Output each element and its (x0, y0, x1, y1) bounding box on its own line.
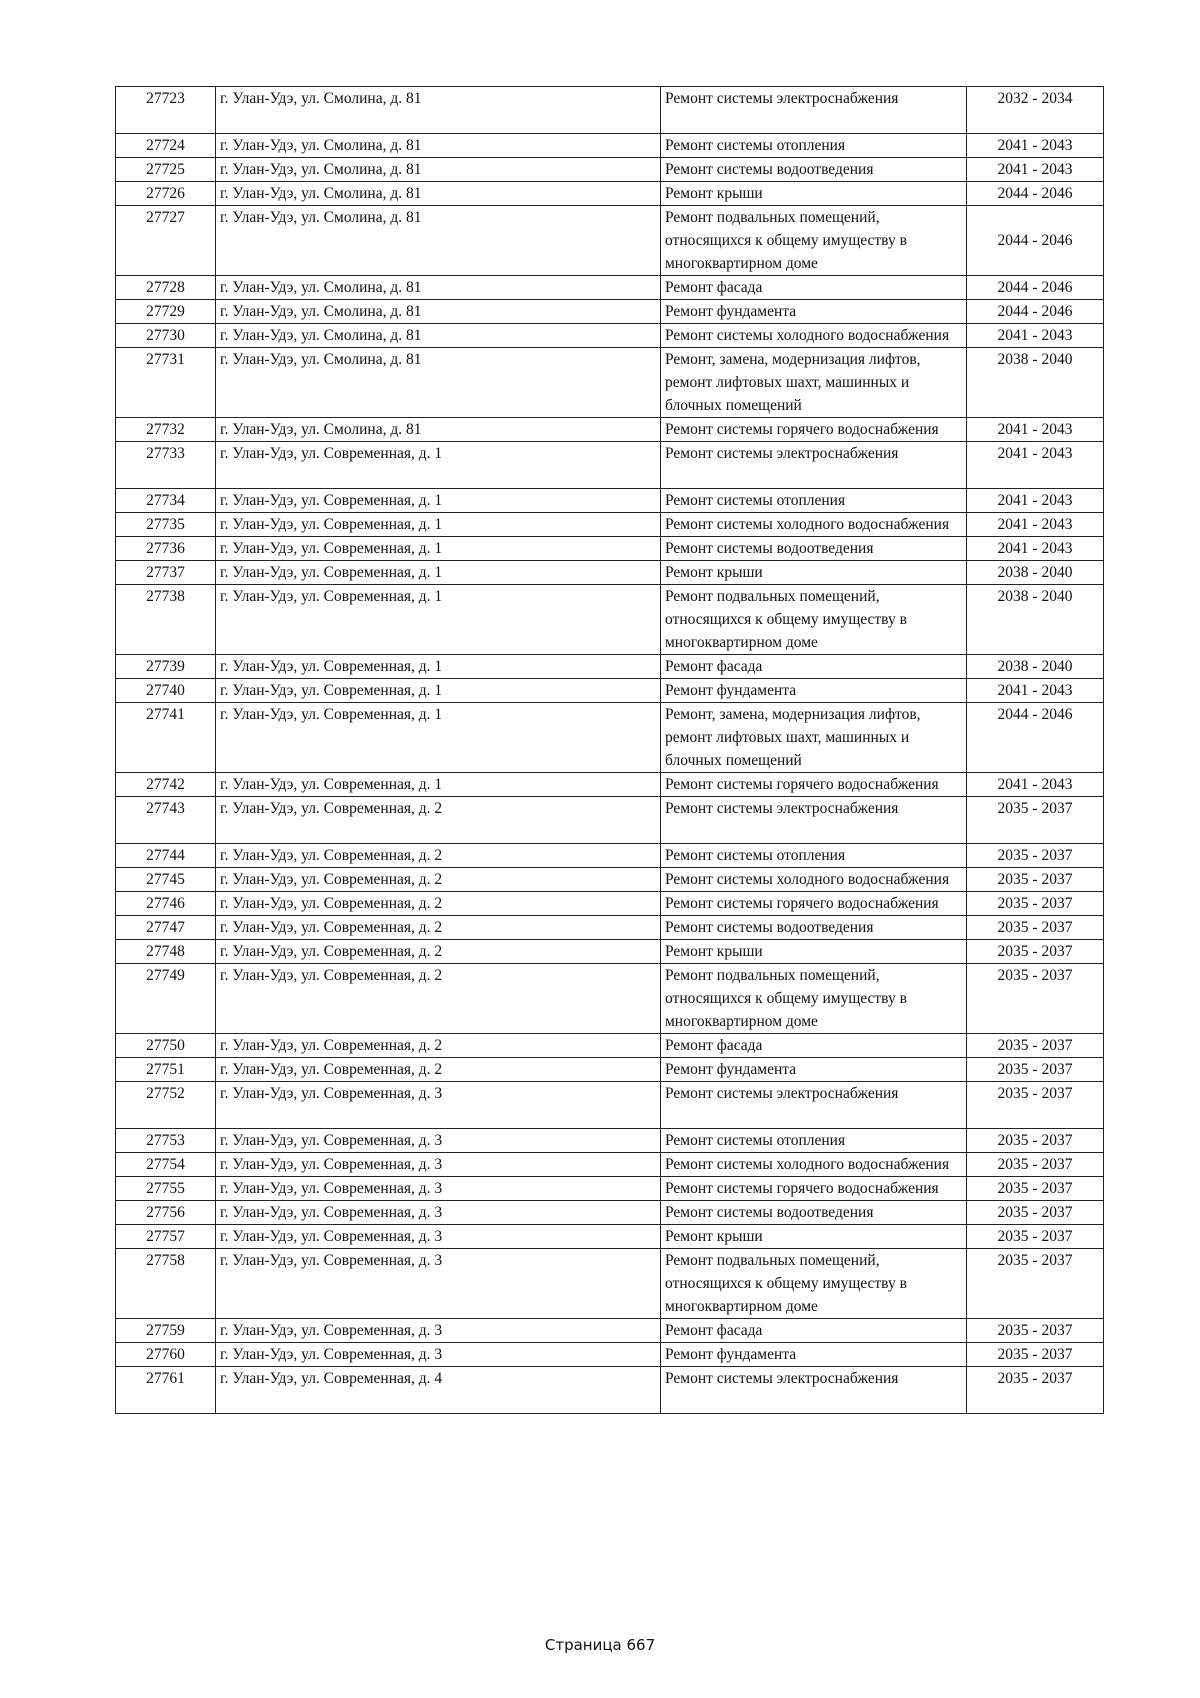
address-cell: г. Улан-Удэ, ул. Смолина, д. 81 (216, 206, 661, 276)
work-type-cell: Ремонт системы водоотведения (661, 1201, 967, 1225)
period-cell: 2035 - 2037 (967, 1058, 1104, 1082)
work-type-cell: Ремонт системы холодного водоснабжения (661, 1153, 967, 1177)
work-type-cell: Ремонт системы электроснабжения (661, 442, 967, 489)
address-cell: г. Улан-Удэ, ул. Современная, д. 1 (216, 561, 661, 585)
row-number-cell: 27740 (116, 679, 216, 703)
row-number-cell: 27761 (116, 1367, 216, 1414)
row-number-cell: 27744 (116, 844, 216, 868)
table-row (116, 797, 1104, 844)
work-type-cell: Ремонт фундамента (661, 1058, 967, 1082)
table-row (116, 513, 1104, 537)
table-row (116, 844, 1104, 868)
table-row (116, 1177, 1104, 1201)
row-number-cell: 27724 (116, 134, 216, 158)
period-cell: 2035 - 2037 (967, 1249, 1104, 1319)
work-type-cell: Ремонт крыши (661, 561, 967, 585)
work-type-cell: Ремонт системы холодного водоснабжения (661, 868, 967, 892)
table-row (116, 1129, 1104, 1153)
row-number-cell: 27743 (116, 797, 216, 844)
address-cell: г. Улан-Удэ, ул. Современная, д. 4 (216, 1367, 661, 1414)
address-cell: г. Улан-Удэ, ул. Современная, д. 1 (216, 655, 661, 679)
address-cell: г. Улан-Удэ, ул. Современная, д. 3 (216, 1249, 661, 1319)
row-number-cell: 27742 (116, 773, 216, 797)
address-cell: г. Улан-Удэ, ул. Современная, д. 2 (216, 868, 661, 892)
period-cell: 2044 - 2046 (967, 206, 1104, 276)
table-row (116, 561, 1104, 585)
address-cell: г. Улан-Удэ, ул. Современная, д. 3 (216, 1201, 661, 1225)
address-cell: г. Улан-Удэ, ул. Современная, д. 2 (216, 797, 661, 844)
address-cell: г. Улан-Удэ, ул. Современная, д. 3 (216, 1082, 661, 1129)
period-cell: 2035 - 2037 (967, 964, 1104, 1034)
address-cell: г. Улан-Удэ, ул. Смолина, д. 81 (216, 182, 661, 206)
work-type-cell: Ремонт крыши (661, 1225, 967, 1249)
table-body (116, 87, 1104, 1414)
period-cell: 2035 - 2037 (967, 1225, 1104, 1249)
address-cell: г. Улан-Удэ, ул. Смолина, д. 81 (216, 87, 661, 134)
work-type-cell: Ремонт, замена, модернизация лифтов, ремонт лифтовых шахт, машинных и блочных помещений (661, 348, 967, 418)
period-cell: 2035 - 2037 (967, 1153, 1104, 1177)
row-number-cell: 27737 (116, 561, 216, 585)
work-type-cell: Ремонт подвальных помещений, относящихся к общему имуществу в многоквартирном доме (661, 585, 967, 655)
work-type-cell: Ремонт системы горячего водоснабжения (661, 418, 967, 442)
address-cell: г. Улан-Удэ, ул. Современная, д. 2 (216, 964, 661, 1034)
work-type-cell: Ремонт системы водоотведения (661, 537, 967, 561)
period-cell: 2035 - 2037 (967, 1177, 1104, 1201)
table-row (116, 489, 1104, 513)
period-cell: 2044 - 2046 (967, 300, 1104, 324)
period-cell: 2041 - 2043 (967, 679, 1104, 703)
table-row (116, 87, 1104, 134)
repair-schedule-table (115, 86, 1104, 1414)
address-cell: г. Улан-Удэ, ул. Современная, д. 1 (216, 585, 661, 655)
row-number-cell: 27736 (116, 537, 216, 561)
table-row (116, 1319, 1104, 1343)
row-number-cell: 27757 (116, 1225, 216, 1249)
period-cell: 2035 - 2037 (967, 1367, 1104, 1414)
row-number-cell: 27728 (116, 276, 216, 300)
period-cell: 2041 - 2043 (967, 158, 1104, 182)
work-type-cell: Ремонт системы водоотведения (661, 158, 967, 182)
address-cell: г. Улан-Удэ, ул. Современная, д. 2 (216, 1058, 661, 1082)
period-cell: 2041 - 2043 (967, 537, 1104, 561)
row-number-cell: 27747 (116, 916, 216, 940)
work-type-cell: Ремонт системы горячего водоснабжения (661, 1177, 967, 1201)
period-cell: 2032 - 2034 (967, 87, 1104, 134)
address-cell: г. Улан-Удэ, ул. Современная, д. 3 (216, 1319, 661, 1343)
work-type-cell: Ремонт системы отопления (661, 844, 967, 868)
period-cell: 2035 - 2037 (967, 844, 1104, 868)
row-number-cell: 27760 (116, 1343, 216, 1367)
table-row (116, 916, 1104, 940)
row-number-cell: 27753 (116, 1129, 216, 1153)
address-cell: г. Улан-Удэ, ул. Современная, д. 2 (216, 844, 661, 868)
period-cell: 2041 - 2043 (967, 418, 1104, 442)
table-row (116, 1082, 1104, 1129)
period-cell: 2038 - 2040 (967, 655, 1104, 679)
table-row (116, 442, 1104, 489)
table-row (116, 537, 1104, 561)
work-type-cell: Ремонт крыши (661, 182, 967, 206)
work-type-cell: Ремонт подвальных помещений, относящихся к общему имуществу в многоквартирном доме (661, 206, 967, 276)
address-cell: г. Улан-Удэ, ул. Современная, д. 1 (216, 513, 661, 537)
period-cell: 2041 - 2043 (967, 134, 1104, 158)
work-type-cell: Ремонт фундамента (661, 1343, 967, 1367)
work-type-cell: Ремонт крыши (661, 940, 967, 964)
address-cell: г. Улан-Удэ, ул. Смолина, д. 81 (216, 158, 661, 182)
address-cell: г. Улан-Удэ, ул. Современная, д. 2 (216, 940, 661, 964)
address-cell: г. Улан-Удэ, ул. Современная, д. 1 (216, 537, 661, 561)
row-number-cell: 27749 (116, 964, 216, 1034)
work-type-cell: Ремонт системы холодного водоснабжения (661, 324, 967, 348)
address-cell: г. Улан-Удэ, ул. Смолина, д. 81 (216, 324, 661, 348)
period-cell: 2041 - 2043 (967, 513, 1104, 537)
address-cell: г. Улан-Удэ, ул. Современная, д. 3 (216, 1153, 661, 1177)
table-row (116, 348, 1104, 418)
table-row (116, 1034, 1104, 1058)
row-number-cell: 27741 (116, 703, 216, 773)
work-type-cell: Ремонт фасада (661, 276, 967, 300)
work-type-cell: Ремонт системы горячего водоснабжения (661, 892, 967, 916)
work-type-cell: Ремонт системы отопления (661, 134, 967, 158)
address-cell: г. Улан-Удэ, ул. Современная, д. 3 (216, 1343, 661, 1367)
table-row (116, 940, 1104, 964)
period-cell: 2044 - 2046 (967, 276, 1104, 300)
period-cell: 2035 - 2037 (967, 916, 1104, 940)
table-row (116, 300, 1104, 324)
table-row (116, 1225, 1104, 1249)
work-type-cell: Ремонт системы электроснабжения (661, 1082, 967, 1129)
address-cell: г. Улан-Удэ, ул. Современная, д. 2 (216, 1034, 661, 1058)
address-cell: г. Улан-Удэ, ул. Современная, д. 2 (216, 892, 661, 916)
period-cell: 2041 - 2043 (967, 324, 1104, 348)
row-number-cell: 27727 (116, 206, 216, 276)
address-cell: г. Улан-Удэ, ул. Современная, д. 3 (216, 1225, 661, 1249)
work-type-cell: Ремонт системы электроснабжения (661, 87, 967, 134)
row-number-cell: 27751 (116, 1058, 216, 1082)
row-number-cell: 27759 (116, 1319, 216, 1343)
table-row (116, 655, 1104, 679)
table-row (116, 679, 1104, 703)
address-cell: г. Улан-Удэ, ул. Современная, д. 1 (216, 703, 661, 773)
address-cell: г. Улан-Удэ, ул. Современная, д. 1 (216, 773, 661, 797)
period-cell: 2044 - 2046 (967, 182, 1104, 206)
period-cell: 2041 - 2043 (967, 773, 1104, 797)
work-type-cell: Ремонт системы водоотведения (661, 916, 967, 940)
row-number-cell: 27735 (116, 513, 216, 537)
address-cell: г. Улан-Удэ, ул. Смолина, д. 81 (216, 418, 661, 442)
row-number-cell: 27746 (116, 892, 216, 916)
table-row (116, 703, 1104, 773)
period-cell: 2041 - 2043 (967, 489, 1104, 513)
row-number-cell: 27748 (116, 940, 216, 964)
table-row (116, 773, 1104, 797)
period-cell: 2044 - 2046 (967, 703, 1104, 773)
table-row (116, 1153, 1104, 1177)
table-row (116, 1343, 1104, 1367)
work-type-cell: Ремонт системы отопления (661, 1129, 967, 1153)
table-row (116, 1249, 1104, 1319)
row-number-cell: 27758 (116, 1249, 216, 1319)
address-cell: г. Улан-Удэ, ул. Смолина, д. 81 (216, 348, 661, 418)
address-cell: г. Улан-Удэ, ул. Современная, д. 3 (216, 1177, 661, 1201)
table-row (116, 276, 1104, 300)
row-number-cell: 27732 (116, 418, 216, 442)
table-row (116, 324, 1104, 348)
address-cell: г. Улан-Удэ, ул. Современная, д. 1 (216, 489, 661, 513)
period-cell: 2035 - 2037 (967, 1201, 1104, 1225)
table-row (116, 134, 1104, 158)
table-row (116, 418, 1104, 442)
work-type-cell: Ремонт системы холодного водоснабжения (661, 513, 967, 537)
period-cell: 2035 - 2037 (967, 1319, 1104, 1343)
address-cell: г. Улан-Удэ, ул. Смолина, д. 81 (216, 134, 661, 158)
work-type-cell: Ремонт фундамента (661, 679, 967, 703)
row-number-cell: 27733 (116, 442, 216, 489)
work-type-cell: Ремонт фундамента (661, 300, 967, 324)
row-number-cell: 27750 (116, 1034, 216, 1058)
table-row (116, 892, 1104, 916)
row-number-cell: 27738 (116, 585, 216, 655)
period-cell: 2035 - 2037 (967, 940, 1104, 964)
row-number-cell: 27755 (116, 1177, 216, 1201)
work-type-cell: Ремонт фасада (661, 655, 967, 679)
period-cell: 2035 - 2037 (967, 1034, 1104, 1058)
row-number-cell: 27731 (116, 348, 216, 418)
work-type-cell: Ремонт подвальных помещений, относящихся к общему имуществу в многоквартирном доме (661, 1249, 967, 1319)
period-cell: 2038 - 2040 (967, 348, 1104, 418)
table-row (116, 964, 1104, 1034)
row-number-cell: 27723 (116, 87, 216, 134)
address-cell: г. Улан-Удэ, ул. Современная, д. 3 (216, 1129, 661, 1153)
row-number-cell: 27754 (116, 1153, 216, 1177)
address-cell: г. Улан-Удэ, ул. Современная, д. 1 (216, 442, 661, 489)
work-type-cell: Ремонт фасада (661, 1034, 967, 1058)
period-cell: 2035 - 2037 (967, 1343, 1104, 1367)
work-type-cell: Ремонт системы отопления (661, 489, 967, 513)
period-cell: 2035 - 2037 (967, 797, 1104, 844)
table-row (116, 206, 1104, 276)
row-number-cell: 27756 (116, 1201, 216, 1225)
period-cell: 2041 - 2043 (967, 442, 1104, 489)
row-number-cell: 27730 (116, 324, 216, 348)
row-number-cell: 27739 (116, 655, 216, 679)
address-cell: г. Улан-Удэ, ул. Смолина, д. 81 (216, 276, 661, 300)
work-type-cell: Ремонт фасада (661, 1319, 967, 1343)
period-cell: 2035 - 2037 (967, 892, 1104, 916)
period-cell: 2035 - 2037 (967, 1129, 1104, 1153)
table-row (116, 182, 1104, 206)
work-type-cell: Ремонт системы электроснабжения (661, 1367, 967, 1414)
address-cell: г. Улан-Удэ, ул. Современная, д. 2 (216, 916, 661, 940)
work-type-cell: Ремонт подвальных помещений, относящихся к общему имуществу в многоквартирном доме (661, 964, 967, 1034)
period-cell: 2038 - 2040 (967, 561, 1104, 585)
address-cell: г. Улан-Удэ, ул. Современная, д. 1 (216, 679, 661, 703)
table-row (116, 158, 1104, 182)
address-cell: г. Улан-Удэ, ул. Смолина, д. 81 (216, 300, 661, 324)
period-cell: 2038 - 2040 (967, 585, 1104, 655)
table-row (116, 1058, 1104, 1082)
row-number-cell: 27729 (116, 300, 216, 324)
work-type-cell: Ремонт, замена, модернизация лифтов, ремонт лифтовых шахт, машинных и блочных помещений (661, 703, 967, 773)
work-type-cell: Ремонт системы электроснабжения (661, 797, 967, 844)
table-row (116, 585, 1104, 655)
row-number-cell: 27725 (116, 158, 216, 182)
row-number-cell: 27745 (116, 868, 216, 892)
page-number: Страница 667 (544, 1636, 656, 1654)
table-row (116, 868, 1104, 892)
table-row (116, 1201, 1104, 1225)
period-cell: 2035 - 2037 (967, 1082, 1104, 1129)
period-cell: 2035 - 2037 (967, 868, 1104, 892)
table-row (116, 1367, 1104, 1414)
row-number-cell: 27752 (116, 1082, 216, 1129)
row-number-cell: 27734 (116, 489, 216, 513)
row-number-cell: 27726 (116, 182, 216, 206)
work-type-cell: Ремонт системы горячего водоснабжения (661, 773, 967, 797)
